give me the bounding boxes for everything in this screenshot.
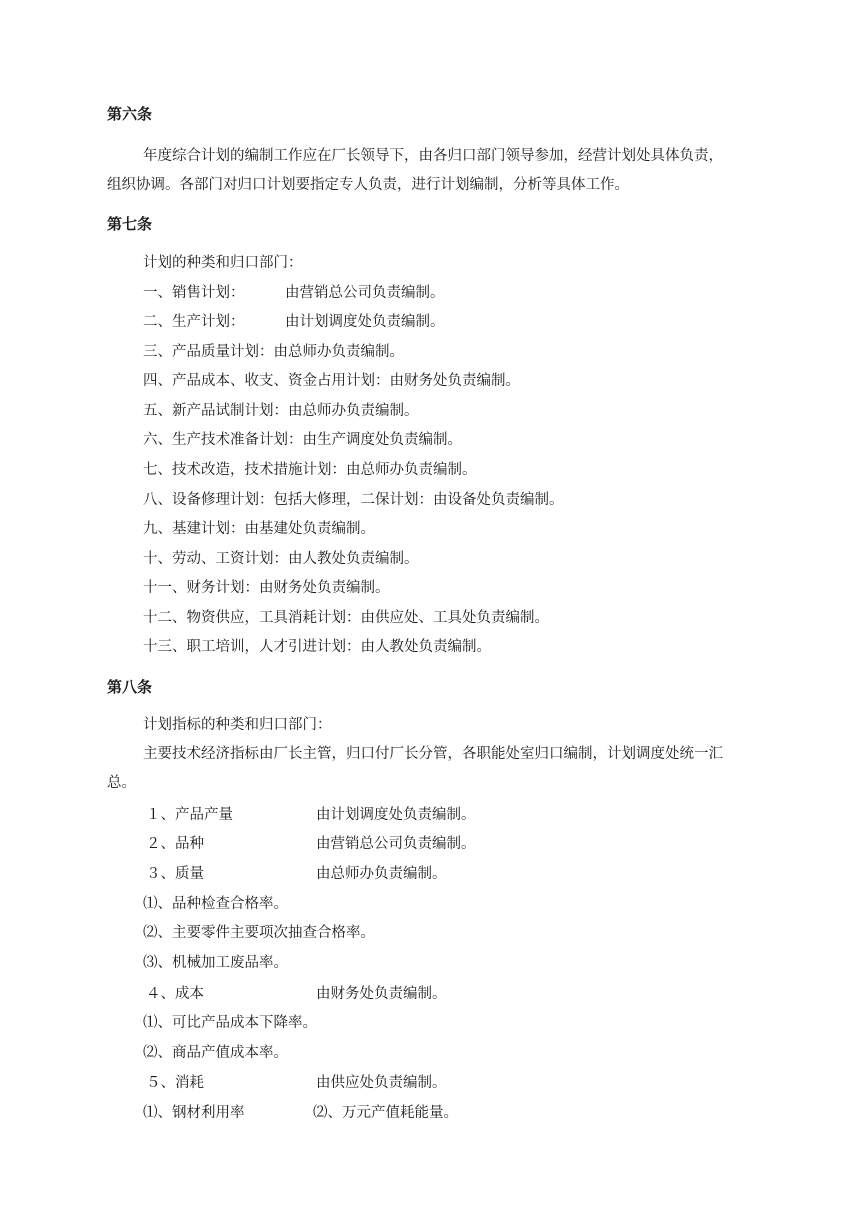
indicator-dept: 由财务处负责编制。 [316, 986, 447, 1002]
plan-item: 四、产品成本、收支、资金占用计划：由财务处负责编制。 [143, 373, 520, 389]
plan-item: 十三、职工培训，人才引进计划：由人教处负责编制。 [143, 639, 491, 655]
plan-item: 三、产品质量计划：由总师办负责编制。 [143, 344, 404, 360]
indicator-dept: 由总师办负责编制。 [316, 866, 447, 882]
article-8-heading: 第八条 [107, 678, 153, 696]
plan-item-label: 二、生产计划： [143, 314, 245, 330]
article-6-paragraph-line-2: 组织协调。各部门对归口计划要指定专人负责，进行计划编制，分析等具体工作。 [107, 177, 629, 193]
plan-item [143, 283, 445, 303]
indicator-subitem: ⑴、可比产品成本下降率。 [143, 1015, 317, 1031]
article-7-intro: 计划的种类和归口部门： [143, 255, 303, 271]
plan-item: 八、设备修理计划：包括大修理，二保计划：由设备处负责编制。 [143, 492, 564, 508]
indicator-subitem: ⑵、商品产值成本率。 [143, 1045, 288, 1061]
indicator-subitem-right: ⑵、万元产值耗能量。 [313, 1105, 458, 1121]
plan-item-dept: 由营销总公司负责编制。 [285, 285, 445, 301]
plan-item: 六、生产技术准备计划：由生产调度处负责编制。 [143, 432, 462, 448]
indicator-subitem: ⑵、主要零件主要项次抽查合格率。 [143, 925, 375, 941]
indicator-item [146, 805, 476, 825]
indicator-item [146, 1073, 447, 1093]
article-8-paragraph-line-2: 总。 [107, 775, 136, 791]
plan-item-label: 一、销售计划： [143, 285, 245, 301]
article-8-paragraph-line-1: 主要技术经济指标由厂长主管，归口付厂长分管，各职能处室归口编制，计划调度处统一汇 [143, 746, 723, 762]
indicator-subitem-left: ⑴、钢材利用率 [143, 1105, 245, 1121]
plan-item: 十二、物资供应，工具消耗计划：由供应处、工具处负责编制。 [143, 610, 549, 626]
plan-item: 七、技术改造，技术措施计划：由总师办负责编制。 [143, 462, 477, 478]
article-6-heading: 第六条 [107, 105, 153, 123]
plan-item-dept: 由计划调度处负责编制。 [285, 314, 445, 330]
plan-item: 九、基建计划：由基建处负责编制。 [143, 521, 375, 537]
indicator-dept: 由供应处负责编制。 [316, 1075, 447, 1091]
indicator-dept: 由计划调度处负责编制。 [316, 807, 476, 823]
plan-item: 五、新产品试制计划：由总师办负责编制。 [143, 403, 419, 419]
indicator-item [146, 984, 447, 1004]
plan-item [143, 312, 445, 332]
indicator-item [146, 834, 476, 854]
article-7-heading: 第七条 [107, 215, 153, 233]
indicator-subitem [143, 1103, 458, 1123]
article-8-intro: 计划指标的种类和归口部门： [143, 717, 332, 733]
indicator-label: ５、消耗 [146, 1075, 204, 1091]
indicator-item [146, 864, 447, 884]
indicator-label: ４、成本 [146, 986, 204, 1002]
indicator-label: １、产品产量 [146, 807, 233, 823]
indicator-subitem: ⑴、品种检查合格率。 [143, 896, 288, 912]
plan-item: 十、劳动、工资计划：由人教处负责编制。 [143, 551, 419, 567]
article-6-paragraph-line-1: 年度综合计划的编制工作应在厂长领导下，由各归口部门领导参加，经营计划处具体负责， [143, 148, 723, 164]
indicator-label: ３、质量 [146, 866, 204, 882]
indicator-subitem: ⑶、机械加工废品率。 [143, 955, 288, 971]
indicator-dept: 由营销总公司负责编制。 [316, 836, 476, 852]
plan-item: 十一、财务计划：由财务处负责编制。 [143, 580, 390, 596]
indicator-label: ２、品种 [146, 836, 204, 852]
